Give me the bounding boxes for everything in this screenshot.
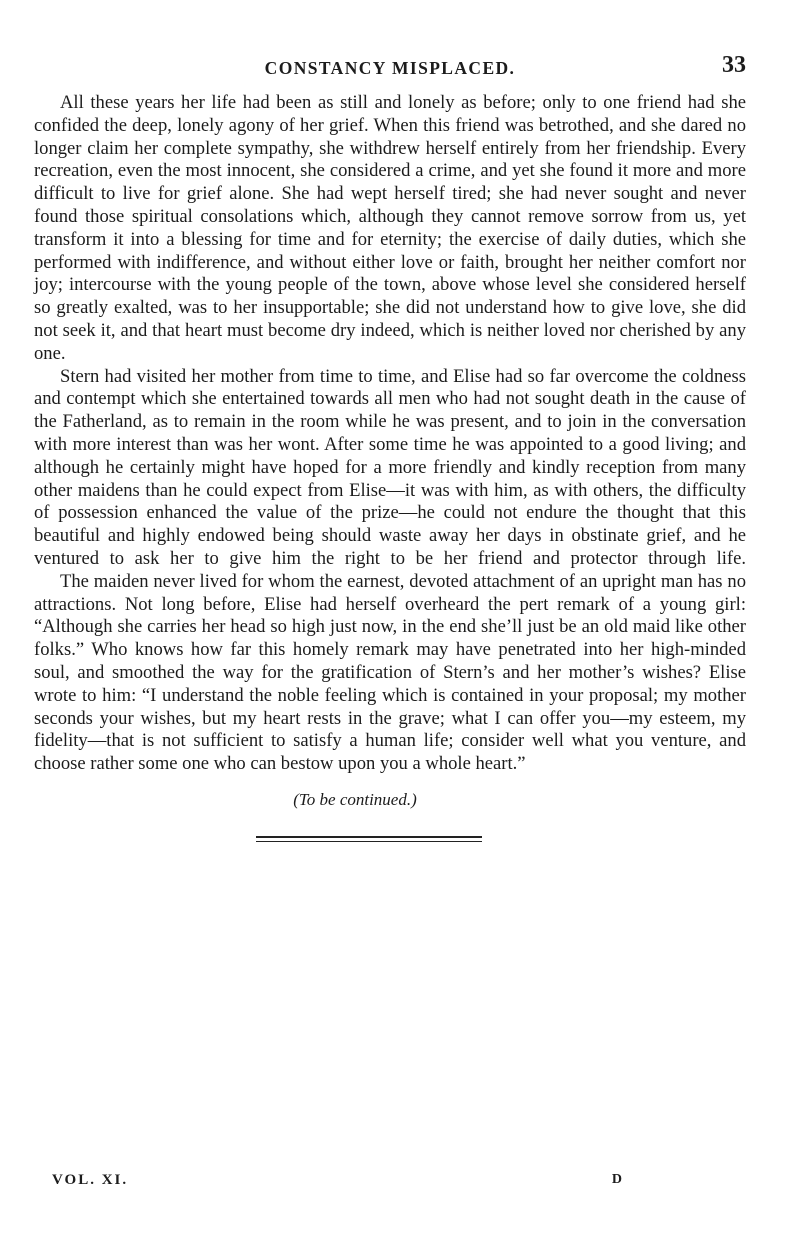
paragraph-1: All these years her life had been as still and lonely as before; only to one friend had she confided the deep, lonely agony of her grief. When this friend was betrothed, and she dared no longer claim her complete sympathy, she withdrew herself entirely from her friendship. Every recreation, even the most innocent, she considered a crime, and yet she found it more and more difficult to live for grief alone. She had wept herself tired; she had never sought and never found those spiritual consolations which, although they cannot remove sorrow from us, yet transform it into a blessing for time and for eternity; the exercise of daily duties, which she performed with indifference, and without either love or faith, brought her neither comfort nor joy; intercourse with the young people of the town, above whose level she considered herself so greatly exalted, was to her insupportable; she did not understand how to give love, she did not seek it, and that heart must become dry indeed, which is neither loved nor cherished by any one. <box>34 92 746 364</box>
running-head <box>34 48 746 82</box>
paragraph-2: Stern had visited her mother from time to time, and Elise had so far overcome the coldness and contempt which she entertained towards all men who had not sought death in the cause of the Fatherland, as to remain in the room while he was present, and to join in the conversation with more interest than was her wont. After some time he was appointed to a good living; and although he certainly might have hoped for a more friendly and kindly reception from many other maidens than he could expect from Elise—it was with him, as with others, the difficulty of possession enhanced the value of the prize—he could not endure the thought that this beautiful and highly endowed being should waste away her days in obstinate grief, and he ventured to ask her to give him the right to be her friend and protector through life. <box>34 365 746 569</box>
running-title: CONSTANCY MISPLACED. <box>264 58 516 78</box>
page-number: 33 <box>722 52 746 78</box>
to-be-continued-note: (To be continued.) <box>293 789 417 809</box>
paragraph-3: The maiden never lived for whom the earnest, devoted attachment of an upright man has no attractions. Not long before, Elise had herself overheard the pert remark of a young girl: “Although she carries her head so high just now, in the end she’ll just be an old maid like other folks.” Who knows how far this homely remark may have penetrated into her high-minded soul, and smoothed the way for the gratification of Stern’s and her mother’s wishes? Elise wrote to him: “I understand the noble feeling which is contained in your proposal; my mother seconds your wishes, but my heart rests in the grave; what I can offer you—my esteem, my fidelity—that is not sufficient to satisfy a human life; consider well what you venture, and choose rather some one who can bestow upon you a whole heart.” <box>34 570 746 775</box>
signature-mark: D <box>611 1172 622 1187</box>
book-page <box>34 48 746 842</box>
page-footer <box>52 1172 622 1192</box>
body-text <box>34 92 746 776</box>
closing-double-rule <box>256 836 482 842</box>
volume-label: VOL. XI. <box>52 1172 129 1188</box>
